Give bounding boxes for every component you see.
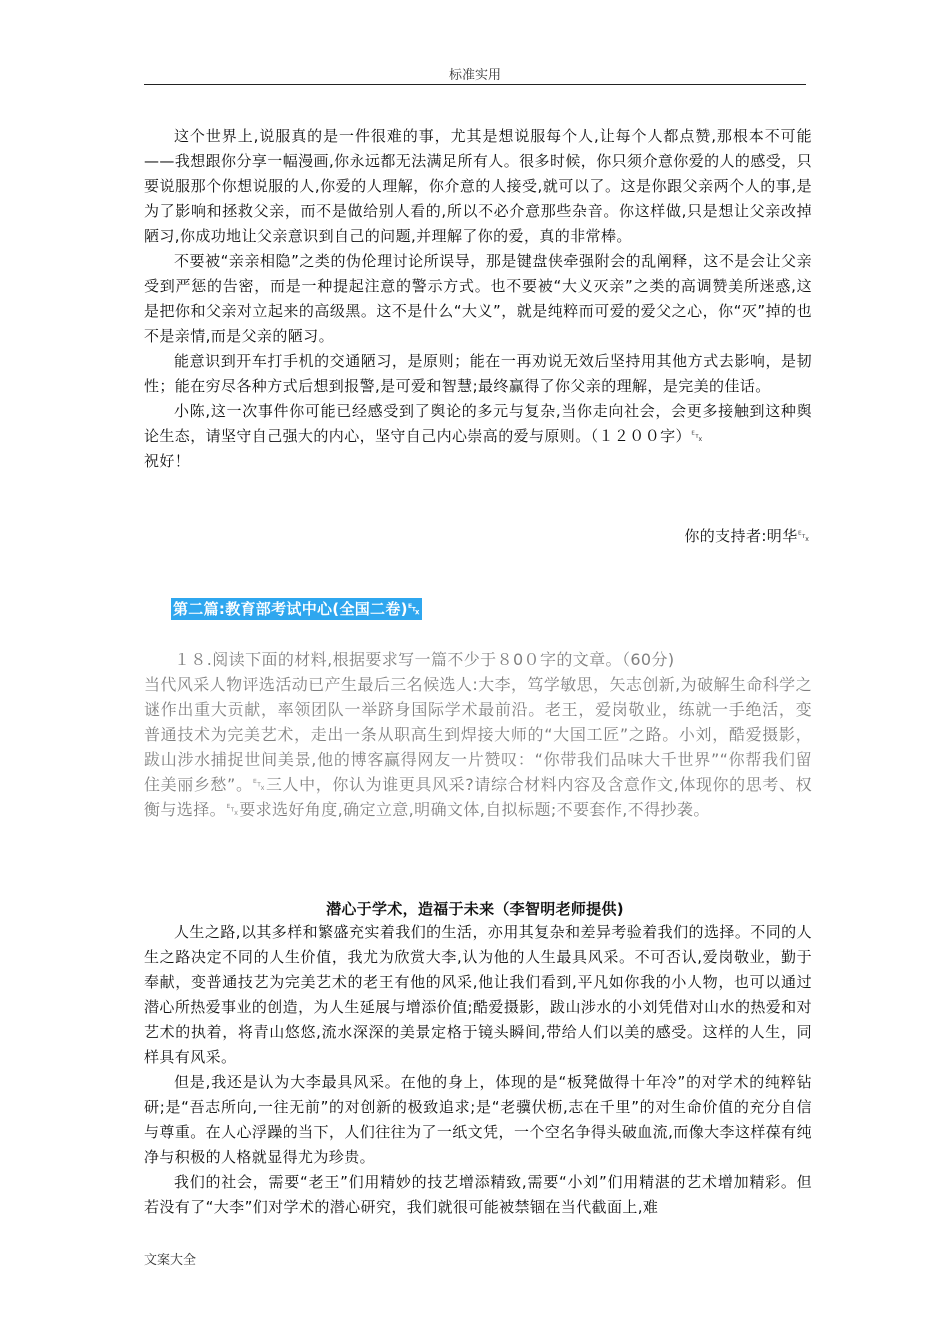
section-title: 第二篇:教育部考试中心(全国二卷)␃ [173, 600, 421, 618]
prompt-question: １８.阅读下面的材料,根据要求写一篇不少于８0０字的文章。（60分) [174, 650, 675, 669]
header-divider [144, 84, 806, 85]
letter-paragraph: 小陈,这一次事件你可能已经感受到了舆论的多元与复杂,当你走向社会，会更多接触到这种舆论生态，请坚守自己强大的内心，坚守自己内心崇高的爱与原则。（１２００字）␃ [144, 402, 812, 445]
prompt-material: 当代风采人物评选活动已产生最后三名候选人:大李，笃学敏思，矢志创新,为破解生命科学之谜作出重大贡献，率领团队一举跻身国际学术最前沿。老王，爱岗敬业，练就一手绝活，变普通技术为完美艺术，走出一条从职高生到焊接大师的“大国工匠”之路。小刘，酷爱摄影，跋山涉水捕捉世间美景,他的博客赢得网友一片赞叹：“你带我们品味大千世界”“你帮我们留住美丽乡愁”。␃三人中，你认为谁更具风采?请综合材料内容及含意作文,体现你的思考、权衡与选择。␃要求选好角度,确定立意,明确文体,自拟标题;不要套作,不得抄袭。 [144, 675, 812, 819]
essay-title: 潜心于学术，造福于未来（李智明老师提供) [326, 900, 624, 918]
page-footer: 文案大全 [144, 1253, 197, 1268]
letter-closing: 祝好！ [144, 452, 191, 470]
essay-body [144, 920, 812, 1220]
letter-signature: 你的支持者:明华␃ [684, 527, 810, 545]
page-header: 标准实用 [448, 68, 501, 83]
exam-prompt [144, 647, 812, 822]
letter-paragraph: 能意识到开车打手机的交通陋习，是原则；能在一再劝说无效后坚持用其他方式去影响，是韧性；能在穷尽各种方式后想到报警,是可爱和智慧;最终赢得了你父亲的理解，是完美的佳话。 [144, 352, 812, 395]
essay-paragraph: 但是,我还是认为大李最具风采。在他的身上，体现的是“板凳做得十年冷”的对学术的纯粹钻研;是“吾志所向,一往无前”的对创新的极致追求;是“老骥伏枥,志在千里”的对生命价值的充分自信与尊重。在人心浮躁的当下，人们往往为了一纸文凭，一个空名争得头破血流,而像大李这样葆有纯净与积极的人格就显得尤为珍贵。 [144, 1073, 812, 1166]
essay-paragraph: 人生之路,以其多样和繁盛充实着我们的生活，亦用其复杂和差异考验着我们的选择。不同的人生之路决定不同的人生价值，我尤为欣赏大李,认为他的人生最具风采。不可否认,爱岗敬业，勤于奉献，变普通技艺为完美艺术的老王有他的风采,他让我们看到,平凡如你我的小人物，也可以通过潜心所热爱事业的创造，为人生延展与增添价值;酷爱摄影，跋山涉水的小刘凭借对山水的热爱和对艺术的执着，将青山悠悠,流水深深的美景定格于镜头瞬间,带给人们以美的感受。这样的人生，同样具有风采。 [144, 923, 812, 1066]
letter-body [144, 124, 812, 474]
letter-paragraph: 这个世界上,说服真的是一件很难的事，尤其是想说服每个人,让每个人都点赞,那根本不可能——我想跟你分享一幅漫画,你永远都无法满足所有人。很多时候，你只须介意你爱的人的感受，只要说服那个你想说服的人,你爱的人理解，你介意的人接受,就可以了。这是你跟父亲两个人的事,是为了影响和拯救父亲，而不是做给别人看的,所以不必介意那些杂音。你这样做,只是想让父亲改掉陋习,你成功地让父亲意识到自己的问题,并理解了你的爱，真的非常棒。 [144, 127, 812, 245]
letter-paragraph: 不要被“亲亲相隐”之类的伪伦理讨论所误导，那是键盘侠牵强附会的乱阐释，这不是会让父亲受到严惩的告密，而是一种提起注意的警示方式。也不要被“大义灭亲”之类的高调赞美所迷惑,这是把你和父亲对立起来的高级黑。这不是什么“大义”，就是纯粹而可爱的爱父之心，你“灭”掉的也不是亲情,而是父亲的陋习。 [144, 252, 812, 345]
essay-paragraph: 我们的社会，需要“老王”们用精妙的技艺增添精致,需要“小刘”们用精湛的艺术增加精彩。但若没有了“大李”们对学术的潜心研究，我们就很可能被禁锢在当代截面上,难 [144, 1173, 812, 1216]
